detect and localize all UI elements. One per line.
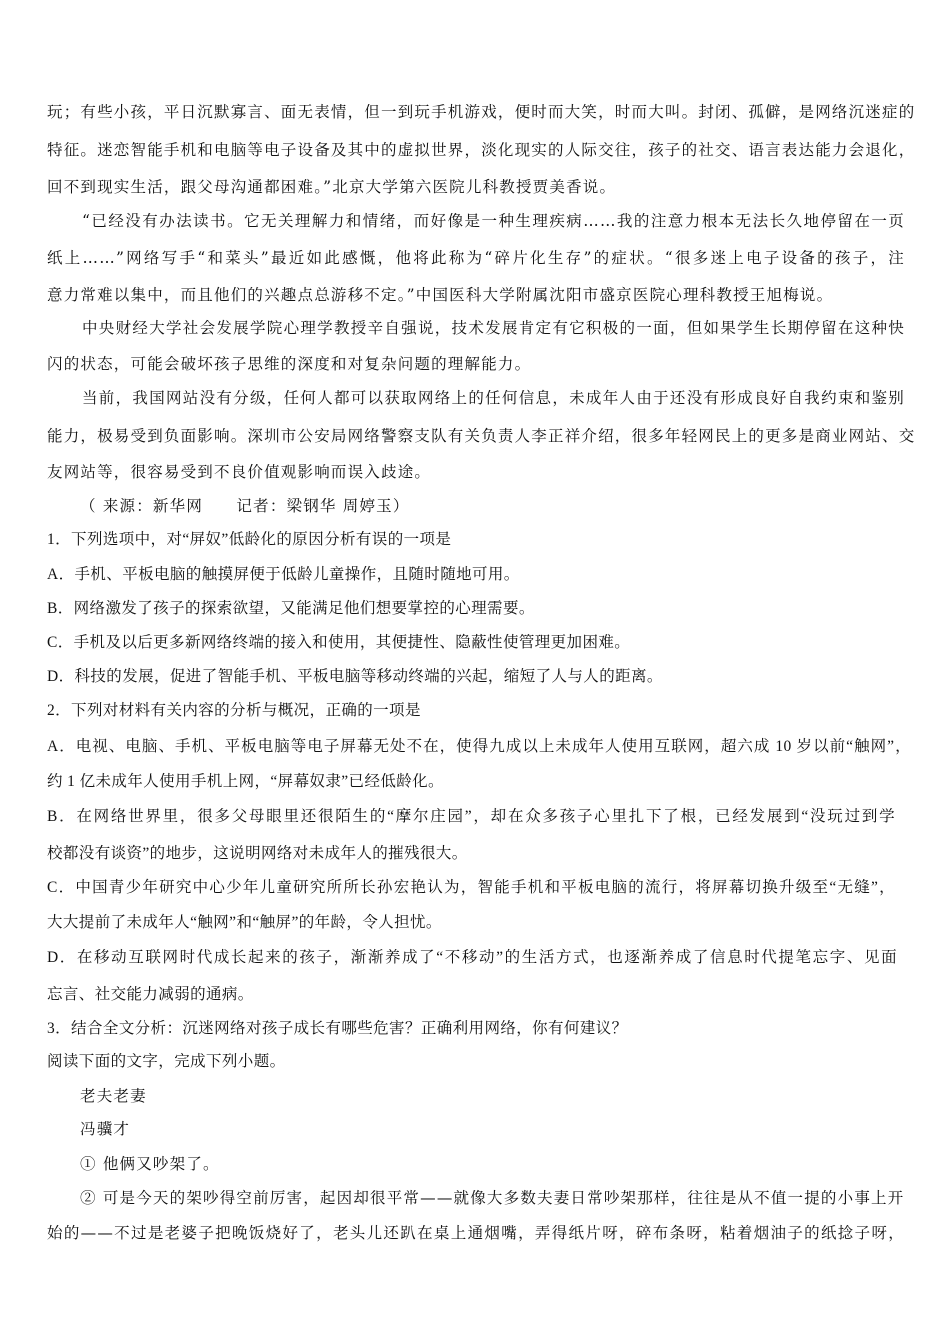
question-2-option-a-line1: A．电视、电脑、手机、平板电脑等电子屏幕无处不在，使得九成以上未成年人使用互联网，超六成 10 岁以前“触网”， (47, 738, 911, 755)
question-2-option-d-line1: D．在移动互联网时代成长起来的孩子，渐渐养成了“不移动”的生活方式，也逐渐养成了信息时代提笔忘字、见面 (47, 949, 897, 966)
reading-para-1: ① 他俩又吵架了。 (80, 1155, 220, 1173)
article-p1-line3: 回不到现实生活，跟父母沟通都困难。”北京大学第六医院儿科教授贾美香说。 (47, 178, 617, 196)
article-p3-line1: 中央财经大学社会发展学院心理学教授辛自强说，技术发展肯定有它积极的一面，但如果学生长期停留在这种快 (82, 319, 905, 337)
reading-title: 老夫老妻 (80, 1087, 147, 1105)
question-2-option-b-line2: 校都没有谈资”的地步，这说明网络对未成年人的摧残很大。 (47, 845, 468, 862)
article-p1-line2: 特征。迷恋智能手机和电脑等电子设备及其中的虚拟世界，淡化现实的人际交往，孩子的社交、语言表达能力会退化， (47, 141, 916, 159)
reading-author: 冯骥才 (80, 1120, 131, 1138)
question-2-option-d-line2: 忘言、社交能力减弱的通病。 (47, 986, 254, 1003)
question-3: 3．结合全文分析：沉迷网络对孩子成长有哪些危害？正确利用网络，你有何建议？ (47, 1020, 628, 1037)
article-p4-line2: 能力，极易受到负面影响。深圳市公安局网络警察支队有关负责人李正祥介绍，很多年轻网民上的更多是商业网站、交 (47, 427, 916, 445)
article-p2-line2: 纸上……”网络写手“和菜头”最近如此感慨，他将此称为“碎片化生存”的症状。“很多迷上电子设备的孩子，注 (47, 249, 905, 267)
question-1-option-d: D．科技的发展，促进了智能手机、平板电脑等移动终端的兴起，缩短了人与人的距离。 (47, 668, 663, 685)
article-source: （ 来源：新华网 记者：梁钢华 周婷玉） (80, 497, 410, 515)
question-1-stem: 1．下列选项中，对“屏奴”低龄化的原因分析有误的一项是 (47, 531, 452, 548)
article-p1-line1: 玩；有些小孩，平日沉默寡言、面无表情，但一到玩手机游戏，便时而大笑，时而大叫。封闭、孤僻，是网络沉迷症的 (47, 103, 916, 121)
article-p2-line3: 意力常难以集中，而且他们的兴趣点总游移不定。”中国医科大学附属沈阳市盛京医院心理科教授王旭梅说。 (47, 286, 834, 304)
question-1-option-c: C．手机及以后更多新网络终端的接入和使用，其便捷性、隐蔽性使管理更加困难。 (47, 634, 631, 651)
article-p2-line1: “已经没有办法读书。它无关理解力和情绪，而好像是一种生理疾病……我的注意力根本无法长久地停留在一页 (82, 212, 905, 230)
article-p4-line3: 友网站等，很容易受到不良价值观影响而误入歧途。 (47, 463, 432, 481)
question-2-stem: 2．下列对材料有关内容的分析与概况，正确的一项是 (47, 702, 421, 719)
question-1-option-a: A．手机、平板电脑的触摸屏便于低龄儿童操作，且随时随地可用。 (47, 566, 520, 583)
reading-instruction: 阅读下面的文字，完成下列小题。 (47, 1053, 286, 1070)
question-2-option-c-line1: C．中国青少年研究中心少年儿童研究所所长孙宏艳认为，智能手机和平板电脑的流行，将屏幕切换升级至“无缝”， (47, 879, 895, 896)
question-2-option-c-line2: 大大提前了未成年人“触网”和“触屏”的年龄，令人担忧。 (47, 914, 442, 931)
article-p3-line2: 闪的状态，可能会破坏孩子思维的深度和对复杂问题的理解能力。 (47, 355, 532, 373)
reading-para-2-line2: 始的——不过是老婆子把晚饭烧好了，老头儿还趴在桌上通烟嘴，弄得纸片呀，碎布条呀，粘着烟油子的纸捻子呀， (47, 1224, 905, 1242)
reading-para-2-line1: ② 可是今天的架吵得空前厉害，起因却很平常——就像大多数夫妻日常吵架那样，往往是从不值一提的小事上开 (80, 1189, 905, 1207)
article-p4-line1: 当前，我国网站没有分级，任何人都可以获取网络上的任何信息，未成年人由于还没有形成良好自我约束和鉴别 (82, 389, 905, 407)
question-1-option-b: B．网络激发了孩子的探索欲望，又能满足他们想要掌控的心理需要。 (47, 600, 535, 617)
question-2-option-b-line1: B．在网络世界里，很多父母眼里还很陌生的“摩尔庄园”，却在众多孩子心里扎下了根，已经发展到“没玩过到学 (47, 808, 895, 825)
question-2-option-a-line2: 约 1 亿未成年人使用手机上网，“屏幕奴隶”已经低龄化。 (47, 773, 444, 790)
